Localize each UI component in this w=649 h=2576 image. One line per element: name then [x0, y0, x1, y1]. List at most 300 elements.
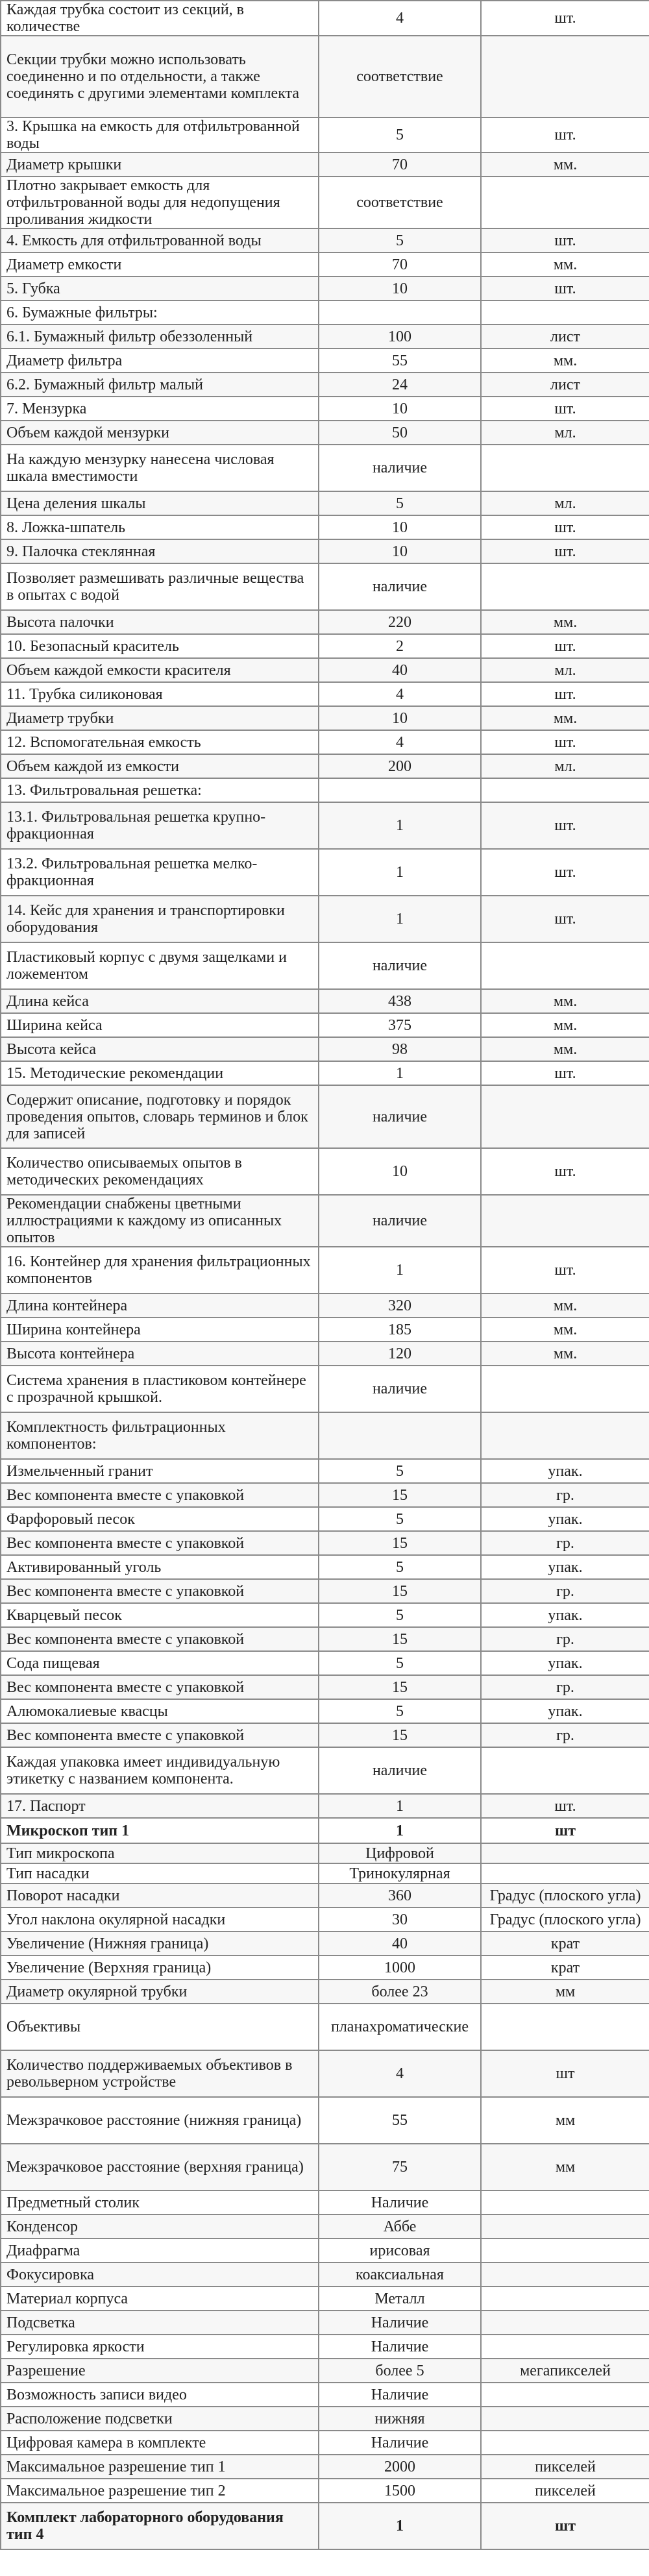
row-unit: шт. [481, 682, 649, 706]
row-value: 30 [319, 1907, 481, 1932]
row-value: коаксиальная [319, 2263, 481, 2287]
row-unit: мм. [481, 153, 649, 177]
table-row [1, 942, 649, 989]
row-value: 5 [319, 491, 481, 515]
row-unit: мм. [481, 1342, 649, 1366]
table-row [1, 2287, 649, 2311]
row-label: Регулировка яркости [1, 2335, 319, 2359]
row-value: 1 [319, 896, 481, 942]
row-unit [481, 2004, 649, 2050]
row-unit [481, 1366, 649, 1412]
row-label: Цена деления шкалы [1, 491, 319, 515]
row-unit: упак. [481, 1699, 649, 1723]
row-unit: упак. [481, 1603, 649, 1627]
table-row [1, 1907, 649, 1932]
row-unit: упак. [481, 1459, 649, 1483]
table-row [1, 610, 649, 634]
table-row [1, 658, 649, 682]
table-row [1, 1318, 649, 1342]
table-row [1, 1603, 649, 1627]
row-value: 4 [319, 682, 481, 706]
row-label: Каждая трубка состоит из секций, в количестве [1, 1, 319, 36]
row-value: наличие [319, 1195, 481, 1247]
row-value: 10 [319, 539, 481, 563]
row-unit [481, 1195, 649, 1247]
table-row [1, 153, 649, 177]
row-label: Активированный уголь [1, 1555, 319, 1579]
row-label: Содержит описание, подготовку и порядок проведения опытов, словарь терминов и блок для записей [1, 1085, 319, 1148]
row-unit: мм. [481, 349, 649, 373]
table-row [1, 1013, 649, 1037]
row-label: 4. Емкость для отфильтрованной воды [1, 228, 319, 252]
row-unit: мм. [481, 706, 649, 730]
row-unit: мм. [481, 610, 649, 634]
table-row [1, 177, 649, 228]
table-row [1, 1627, 649, 1651]
row-unit [481, 2190, 649, 2214]
row-label: Комплектность фильтрационных компонентов: [1, 1412, 319, 1459]
table-row [1, 634, 649, 658]
row-value: более 23 [319, 1980, 481, 2004]
table-row [1, 2359, 649, 2383]
row-value: 4 [319, 1, 481, 36]
row-unit: гр. [481, 1579, 649, 1603]
row-unit: гр. [481, 1627, 649, 1651]
row-unit: мл. [481, 491, 649, 515]
row-unit [481, 445, 649, 491]
row-unit: шт. [481, 1061, 649, 1085]
row-value: 200 [319, 754, 481, 778]
row-unit: Градус (плоского угла) [481, 1883, 649, 1907]
table-row [1, 1579, 649, 1603]
row-value: 15 [319, 1627, 481, 1651]
row-label: Диаметр крышки [1, 153, 319, 177]
row-value: 10 [319, 276, 481, 301]
row-label: Диаметр трубки [1, 706, 319, 730]
row-value: 1 [319, 1794, 481, 1818]
row-unit [481, 778, 649, 802]
row-label: 13.1. Фильтровальная решетка крупно-фракционная [1, 802, 319, 849]
table-row [1, 1863, 649, 1883]
row-label: 9. Палочка стеклянная [1, 539, 319, 563]
row-unit [481, 177, 649, 228]
row-value: Металл [319, 2287, 481, 2311]
row-label: Вес компонента вместе с упаковкой [1, 1723, 319, 1747]
row-value: ирисовая [319, 2239, 481, 2263]
table-row [1, 1651, 649, 1675]
table-row [1, 491, 649, 515]
row-value: 5 [319, 1555, 481, 1579]
table-row [1, 228, 649, 252]
row-unit: гр. [481, 1531, 649, 1555]
row-value: 15 [319, 1579, 481, 1603]
table-row [1, 1843, 649, 1863]
row-label: 5. Губка [1, 276, 319, 301]
row-unit: шт [481, 2503, 649, 2549]
row-value [319, 1412, 481, 1459]
table-row [1, 1932, 649, 1956]
row-label: 15. Методические рекомендации [1, 1061, 319, 1085]
row-unit [481, 1843, 649, 1863]
table-row [1, 1956, 649, 1980]
row-unit: упак. [481, 1555, 649, 1579]
row-unit: шт. [481, 634, 649, 658]
row-unit: шт [481, 1818, 649, 1843]
table-row [1, 2004, 649, 2050]
row-label: 6. Бумажные фильтры: [1, 301, 319, 325]
row-unit [481, 563, 649, 610]
row-unit: шт. [481, 849, 649, 896]
row-unit [481, 2335, 649, 2359]
row-unit: лист [481, 325, 649, 349]
row-unit: мм. [481, 989, 649, 1013]
table-row [1, 1412, 649, 1459]
row-value: 1500 [319, 2479, 481, 2503]
table-row [1, 252, 649, 276]
table-row [1, 706, 649, 730]
row-unit: шт. [481, 276, 649, 301]
row-value: 185 [319, 1318, 481, 1342]
table-row [1, 563, 649, 610]
row-unit: мм [481, 2144, 649, 2190]
row-unit [481, 2311, 649, 2335]
row-unit: мм. [481, 252, 649, 276]
table-row [1, 1195, 649, 1247]
row-value: наличие [319, 1085, 481, 1148]
row-unit: шт. [481, 228, 649, 252]
row-unit: крат [481, 1932, 649, 1956]
row-unit: упак. [481, 1651, 649, 1675]
row-label: Межзрачковое расстояние (верхняя граница) [1, 2144, 319, 2190]
table-row [1, 1085, 649, 1148]
row-unit: мм. [481, 1013, 649, 1037]
table-row [1, 1483, 649, 1507]
row-unit: шт [481, 2050, 649, 2097]
row-unit [481, 2214, 649, 2239]
row-label: Диафрагма [1, 2239, 319, 2263]
row-unit [481, 2239, 649, 2263]
row-label: Позволяет размешивать различные вещества в опытах с водой [1, 563, 319, 610]
row-unit [481, 2383, 649, 2407]
row-label: Материал корпуса [1, 2287, 319, 2311]
row-label: Поворот насадки [1, 1883, 319, 1907]
row-label: Плотно закрывает емкость для отфильтрованной воды для недопущения проливания жидкости [1, 177, 319, 228]
table-row [1, 1747, 649, 1794]
row-value: 5 [319, 117, 481, 153]
row-value: наличие [319, 1747, 481, 1794]
row-label: 17. Паспорт [1, 1794, 319, 1818]
row-label: Комплект лабораторного оборудования тип 4 [1, 2503, 319, 2549]
row-value: 438 [319, 989, 481, 1013]
table-row [1, 117, 649, 153]
row-label: 7. Мензурка [1, 397, 319, 421]
row-label: Увеличение (Верхняя граница) [1, 1956, 319, 1980]
row-value: 1 [319, 1061, 481, 1085]
table-row [1, 1294, 649, 1318]
row-unit: мл. [481, 421, 649, 445]
row-value: 1000 [319, 1956, 481, 1980]
row-label: Рекомендации снабжены цветными иллюстрациями к каждому из описанных опытов [1, 1195, 319, 1247]
row-label: 3. Крышка на емкость для отфильтрованной воды [1, 117, 319, 153]
row-value: 40 [319, 658, 481, 682]
row-unit: гр. [481, 1723, 649, 1747]
row-value: 55 [319, 2097, 481, 2144]
row-label: Кварцевый песок [1, 1603, 319, 1627]
row-unit [481, 2407, 649, 2431]
table-row [1, 2383, 649, 2407]
row-label: Возможность записи видео [1, 2383, 319, 2407]
table-row [1, 1531, 649, 1555]
row-value: 1 [319, 2503, 481, 2549]
row-value: наличие [319, 1366, 481, 1412]
row-unit [481, 2431, 649, 2455]
row-label: Фарфоровый песок [1, 1507, 319, 1531]
row-unit: шт. [481, 515, 649, 539]
row-unit: шт. [481, 1794, 649, 1818]
row-label: Система хранения в пластиковом контейнере с прозрачной крышкой. [1, 1366, 319, 1412]
table-row [1, 445, 649, 491]
row-value: 10 [319, 397, 481, 421]
row-value: 1 [319, 849, 481, 896]
row-label: Угол наклона окулярной насадки [1, 1907, 319, 1932]
table-row [1, 1247, 649, 1294]
row-label: Вес компонента вместе с упаковкой [1, 1531, 319, 1555]
row-unit: шт. [481, 397, 649, 421]
row-label: Вес компонента вместе с упаковкой [1, 1675, 319, 1699]
row-label: Увеличение (Нижняя граница) [1, 1932, 319, 1956]
table-row [1, 1061, 649, 1085]
row-label: Вес компонента вместе с упаковкой [1, 1579, 319, 1603]
row-value: Наличие [319, 2335, 481, 2359]
row-unit [481, 2287, 649, 2311]
row-unit: мм. [481, 1294, 649, 1318]
row-label: Количество описываемых опытов в методических рекомендациях [1, 1148, 319, 1195]
table-row [1, 301, 649, 325]
row-value: 320 [319, 1294, 481, 1318]
row-label: Объективы [1, 2004, 319, 2050]
row-unit: шт. [481, 539, 649, 563]
row-unit: мегапикселей [481, 2359, 649, 2383]
row-value: 2000 [319, 2455, 481, 2479]
row-value: 10 [319, 706, 481, 730]
table-row [1, 36, 649, 117]
row-unit [481, 1412, 649, 1459]
table-row [1, 849, 649, 896]
row-label: Вес компонента вместе с упаковкой [1, 1483, 319, 1507]
row-label: 11. Трубка силиконовая [1, 682, 319, 706]
row-label: Подсветка [1, 2311, 319, 2335]
table-row [1, 373, 649, 397]
row-label: Микроскоп тип 1 [1, 1818, 319, 1843]
row-value: более 5 [319, 2359, 481, 2383]
row-value: Наличие [319, 2311, 481, 2335]
row-unit [481, 1747, 649, 1794]
row-value: 1 [319, 1818, 481, 1843]
table-row [1, 1980, 649, 2004]
table-row [1, 2097, 649, 2144]
table-row [1, 2335, 649, 2359]
table-row [1, 2214, 649, 2239]
row-label: Сода пищевая [1, 1651, 319, 1675]
table-row [1, 2407, 649, 2431]
row-value: 360 [319, 1883, 481, 1907]
table-row [1, 1699, 649, 1723]
row-label: Максимальное разрешение тип 2 [1, 2479, 319, 2503]
row-label: Тип насадки [1, 1863, 319, 1883]
row-unit: мл. [481, 754, 649, 778]
row-value: 70 [319, 153, 481, 177]
row-label: 14. Кейс для хранения и транспортировки оборудования [1, 896, 319, 942]
table-row [1, 1794, 649, 1818]
row-value: 1 [319, 802, 481, 849]
table-row [1, 1675, 649, 1699]
row-value: наличие [319, 942, 481, 989]
table-row [1, 2455, 649, 2479]
row-value: 2 [319, 634, 481, 658]
row-value: 5 [319, 1699, 481, 1723]
row-value: Наличие [319, 2383, 481, 2407]
table-row [1, 1883, 649, 1907]
row-value: соответствие [319, 36, 481, 117]
row-label: Предметный столик [1, 2190, 319, 2214]
row-value: планахроматические [319, 2004, 481, 2050]
row-value: 50 [319, 421, 481, 445]
row-label: Каждая упаковка имеет индивидуальную этикетку с названием компонента. [1, 1747, 319, 1794]
row-value [319, 301, 481, 325]
row-value: 5 [319, 1603, 481, 1627]
row-unit: шт. [481, 896, 649, 942]
row-value: 15 [319, 1723, 481, 1747]
row-value: 15 [319, 1531, 481, 1555]
row-unit: мм [481, 1980, 649, 2004]
row-label: 8. Ложка-шпатель [1, 515, 319, 539]
row-label: Измельченный гранит [1, 1459, 319, 1483]
row-unit [481, 301, 649, 325]
row-label: Диаметр емкости [1, 252, 319, 276]
row-unit: шт. [481, 117, 649, 153]
row-unit: Градус (плоского угла) [481, 1907, 649, 1932]
row-label: Алюмокалиевые квасцы [1, 1699, 319, 1723]
row-unit: шт. [481, 802, 649, 849]
row-value: 5 [319, 228, 481, 252]
table-row [1, 754, 649, 778]
row-label: Объем каждой мензурки [1, 421, 319, 445]
table-row [1, 2144, 649, 2190]
table-row [1, 1555, 649, 1579]
row-value: Цифровой [319, 1843, 481, 1863]
row-unit: лист [481, 373, 649, 397]
table-row [1, 682, 649, 706]
row-label: 13. Фильтровальная решетка: [1, 778, 319, 802]
row-value: Наличие [319, 2431, 481, 2455]
row-unit: пикселей [481, 2455, 649, 2479]
row-label: Разрешение [1, 2359, 319, 2383]
table-row [1, 802, 649, 849]
row-value: 15 [319, 1483, 481, 1507]
row-value: Аббе [319, 2214, 481, 2239]
table-row [1, 2239, 649, 2263]
row-value: 24 [319, 373, 481, 397]
row-label: Ширина кейса [1, 1013, 319, 1037]
table-row [1, 515, 649, 539]
row-label: Высота кейса [1, 1037, 319, 1061]
row-label: 10. Безопасный краситель [1, 634, 319, 658]
row-unit: упак. [481, 1507, 649, 1531]
row-value: 120 [319, 1342, 481, 1366]
table-row [1, 2190, 649, 2214]
row-value: 10 [319, 1148, 481, 1195]
row-unit [481, 36, 649, 117]
row-value: нижняя [319, 2407, 481, 2431]
row-value: наличие [319, 563, 481, 610]
row-label: На каждую мензурку нанесена числовая шкала вместимости [1, 445, 319, 491]
row-value: соответствие [319, 177, 481, 228]
row-value: Тринокулярная [319, 1863, 481, 1883]
row-unit: мм. [481, 1318, 649, 1342]
row-value: 15 [319, 1675, 481, 1699]
row-label: 13.2. Фильтровальная решетка мелко-фракционная [1, 849, 319, 896]
row-unit: крат [481, 1956, 649, 1980]
row-label: Максимальное разрешение тип 1 [1, 2455, 319, 2479]
table-row [1, 1723, 649, 1747]
row-value: 5 [319, 1507, 481, 1531]
row-label: Тип микроскопа [1, 1843, 319, 1863]
row-label: Длина кейса [1, 989, 319, 1013]
row-value: 40 [319, 1932, 481, 1956]
table-row [1, 2431, 649, 2455]
row-label: Длина контейнера [1, 1294, 319, 1318]
table-row [1, 778, 649, 802]
table-row [1, 2263, 649, 2287]
table-row [1, 1148, 649, 1195]
table-row [1, 1366, 649, 1412]
table-row [1, 2479, 649, 2503]
row-label: Цифровая камера в комплекте [1, 2431, 319, 2455]
table-row [1, 397, 649, 421]
row-value: 1 [319, 1247, 481, 1294]
row-value: 75 [319, 2144, 481, 2190]
row-label: Конденсор [1, 2214, 319, 2239]
table-row [1, 2050, 649, 2097]
table-row [1, 730, 649, 754]
row-unit: гр. [481, 1483, 649, 1507]
row-label: Количество поддерживаемых объективов в револьверном устройстве [1, 2050, 319, 2097]
row-value: наличие [319, 445, 481, 491]
row-label: 16. Контейнер для хранения фильтрационных компонентов [1, 1247, 319, 1294]
row-unit [481, 1863, 649, 1883]
row-label: Секции трубки можно использовать соединенно и по отдельности, а также соединять с другими элементами комплекта [1, 36, 319, 117]
row-value [319, 778, 481, 802]
row-label: Ширина контейнера [1, 1318, 319, 1342]
row-unit: пикселей [481, 2479, 649, 2503]
table-row [1, 539, 649, 563]
row-value: 98 [319, 1037, 481, 1061]
row-label: 6.2. Бумажный фильтр малый [1, 373, 319, 397]
row-label: 6.1. Бумажный фильтр обеззоленный [1, 325, 319, 349]
row-label: Объем каждой из емкости [1, 754, 319, 778]
row-label: 12. Вспомогательная емкость [1, 730, 319, 754]
row-label: Пластиковый корпус с двумя защелками и ложементом [1, 942, 319, 989]
row-value: 5 [319, 1459, 481, 1483]
row-unit: шт. [481, 1, 649, 36]
row-value: 220 [319, 610, 481, 634]
row-label: Высота контейнера [1, 1342, 319, 1366]
row-unit: мм [481, 2097, 649, 2144]
row-value: 4 [319, 2050, 481, 2097]
row-unit: шт. [481, 1247, 649, 1294]
table-row [1, 1507, 649, 1531]
row-unit [481, 2263, 649, 2287]
